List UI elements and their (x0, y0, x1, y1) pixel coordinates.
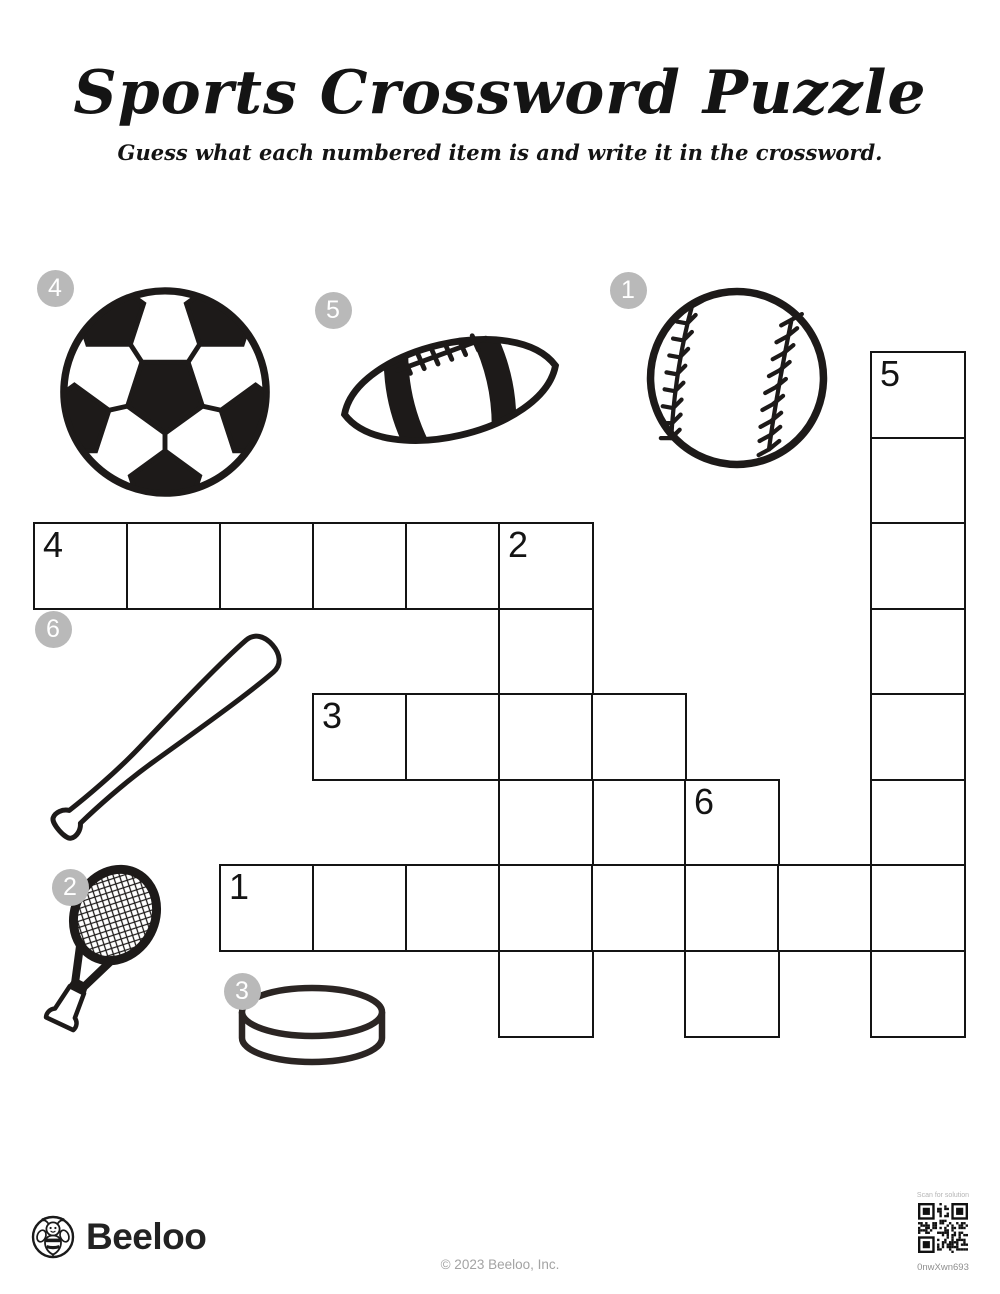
crossword-cell (777, 864, 873, 952)
crossword-cell (591, 693, 687, 781)
crossword-cell (498, 950, 594, 1038)
crossword-cell (312, 693, 408, 781)
crossword-cell (870, 864, 966, 952)
page-title: Sports Crossword Puzzle (73, 58, 927, 128)
crossword-cell (312, 864, 408, 952)
crossword-cell (870, 779, 966, 867)
crossword-cell (219, 522, 315, 610)
crossword-cell (498, 608, 594, 696)
crossword-cell (33, 522, 129, 610)
crossword-cell (498, 779, 594, 867)
crossword-cell (591, 864, 687, 952)
crossword-cell-number: 2 (508, 524, 529, 565)
crossword-cell (684, 779, 780, 867)
crossword-cell (870, 950, 966, 1038)
crossword-cell (870, 522, 966, 610)
crossword-cell (126, 522, 222, 610)
qr-id: 0nwXwn693 (917, 1262, 969, 1273)
brand-name: Beeloo (86, 1216, 207, 1257)
clue-marker: 3 (224, 973, 261, 1010)
crossword-cell (870, 693, 966, 781)
crossword-cell (498, 864, 594, 952)
tennis-racket-icon (0, 833, 197, 1066)
clue-marker: 1 (610, 272, 647, 309)
crossword-cell (405, 693, 501, 781)
crossword-cell-number: 1 (229, 866, 250, 907)
clue-marker: 6 (35, 611, 72, 648)
copyright-text: © 2023 Beeloo, Inc. (440, 1257, 560, 1272)
beeloo-logo-icon (31, 1215, 75, 1259)
soccer-ball-icon (57, 284, 273, 500)
page-subtitle: Guess what each numbered item is and write it in the crossword. (117, 140, 883, 165)
crossword-cell-number: 6 (694, 780, 715, 822)
clue-marker: 5 (315, 292, 352, 329)
crossword-cell (870, 351, 966, 439)
american-football-icon (319, 286, 581, 494)
qr-block (887, 1192, 999, 1273)
clue-marker: 4 (37, 270, 74, 307)
crossword-cell (312, 522, 408, 610)
crossword-cell (684, 864, 780, 952)
crossword-cell-number: 3 (322, 695, 343, 736)
crossword-cell (870, 608, 966, 696)
crossword-cell-number: 4 (43, 524, 64, 565)
crossword-cell (405, 522, 501, 610)
crossword-cell (405, 864, 501, 952)
crossword-cell (219, 864, 315, 952)
crossword-cell (870, 437, 966, 525)
crossword-cell (498, 693, 594, 781)
baseball-icon (643, 284, 831, 472)
baseball-bat-icon (34, 614, 301, 858)
crossword-cell-number: 5 (880, 353, 901, 394)
clue-marker: 2 (52, 869, 89, 906)
crossword-cell (498, 522, 594, 610)
qr-label: Scan for solution (916, 1192, 970, 1199)
qr-code (918, 1203, 968, 1253)
crossword-cell (684, 950, 780, 1038)
